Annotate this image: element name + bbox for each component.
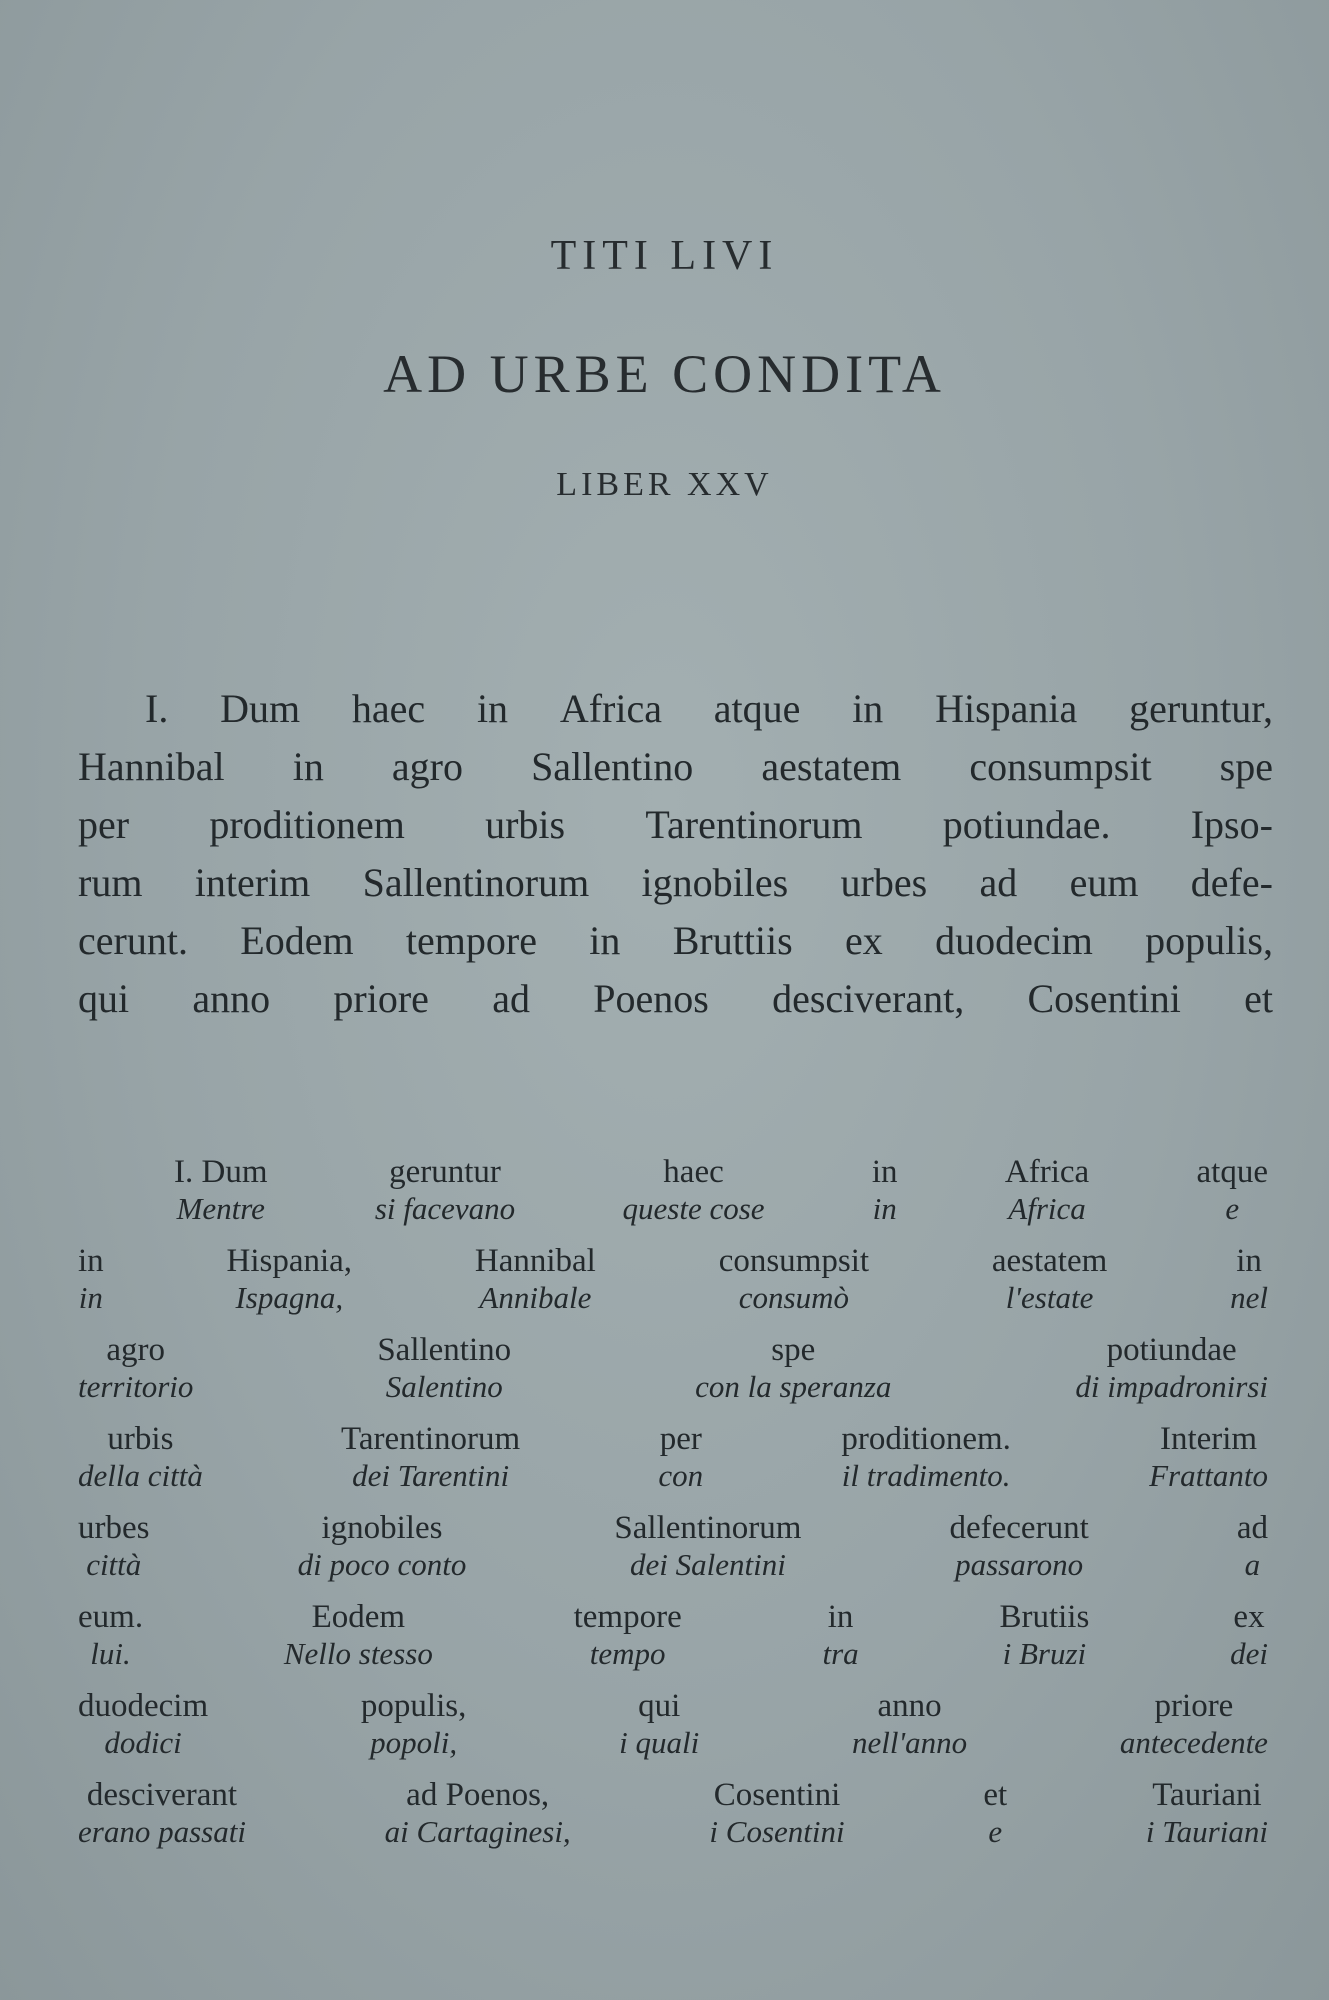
latin-word: potiundae. (942, 802, 1111, 847)
word-pair (614, 1509, 801, 1598)
italian-gloss: lui. (90, 1636, 131, 1671)
word-pair (841, 1420, 1011, 1509)
work-title: AD URBE CONDITA (383, 344, 946, 404)
latin-term: Brutiis (999, 1599, 1090, 1635)
word-pair (385, 1776, 571, 1865)
latin-word: qui (78, 976, 130, 1021)
latin-term: potiundae (1106, 1332, 1237, 1368)
latin-word: consumpsit (969, 744, 1152, 789)
latin-word: haec (351, 686, 426, 731)
italian-gloss: i quali (619, 1725, 700, 1760)
italian-gloss: di impadronirsi (1075, 1369, 1268, 1404)
latin-term: proditionem. (841, 1421, 1011, 1457)
latin-word: in (852, 686, 884, 731)
latin-word: Africa (559, 686, 662, 731)
latin-word: ex (845, 918, 883, 963)
latin-term: Hannibal (474, 1243, 596, 1279)
latin-word: spe (1219, 744, 1273, 789)
latin-word: ad (979, 860, 1018, 905)
author-heading: TITI LIVI (550, 233, 779, 279)
latin-term: eum. (78, 1599, 144, 1635)
word-pair (1146, 1776, 1268, 1865)
latin-term: atque (1196, 1154, 1268, 1190)
latin-term: qui (638, 1688, 681, 1724)
italian-gloss: di poco conto (297, 1547, 467, 1582)
latin-word: rum (78, 860, 143, 905)
interlinear-row (78, 1509, 1268, 1598)
italian-gloss: i Cosentini (709, 1814, 845, 1849)
latin-word: populis, (1145, 918, 1273, 963)
latin-line (78, 854, 1273, 912)
word-pair (78, 1331, 193, 1420)
latin-term: Eodem (311, 1599, 406, 1635)
italian-gloss: tra (822, 1636, 859, 1671)
latin-word: Bruttiis (672, 918, 793, 963)
word-pair (361, 1687, 466, 1776)
italian-gloss: dei (1230, 1636, 1268, 1671)
latin-term: Interim (1159, 1421, 1258, 1457)
italian-gloss: territorio (78, 1369, 194, 1404)
italian-gloss: nel (1230, 1280, 1268, 1315)
italian-gloss: in (872, 1191, 897, 1226)
latin-term: duodecim (78, 1688, 209, 1724)
word-pair (822, 1598, 858, 1687)
latin-word: urbes (840, 860, 928, 905)
latin-word: priore (333, 976, 429, 1021)
interlinear-row (78, 1687, 1268, 1776)
italian-gloss: i Tauriani (1145, 1814, 1268, 1849)
italian-gloss: dei Tarentini (352, 1458, 510, 1493)
latin-word: I. (145, 686, 169, 731)
word-pair (475, 1242, 596, 1331)
latin-word: Hispania (935, 686, 1078, 731)
word-pair (78, 1242, 104, 1331)
latin-term: anno (877, 1688, 942, 1724)
latin-word: in (476, 686, 509, 731)
latin-term: in (871, 1154, 898, 1190)
interlinear-row (78, 1776, 1268, 1865)
italian-gloss: dei Salentini (629, 1547, 786, 1582)
latin-word: Tarentinorum (645, 802, 863, 847)
latin-word: atque (713, 686, 801, 731)
latin-word: ignobiles (641, 860, 789, 905)
latin-word: Dum (220, 686, 301, 731)
italian-gloss: popoli, (370, 1725, 458, 1760)
interlinear-row (78, 1598, 1268, 1687)
latin-term: ad Poenos, (406, 1777, 550, 1813)
latin-term: per (659, 1421, 702, 1457)
word-pair (1005, 1153, 1089, 1242)
word-pair (78, 1509, 149, 1598)
word-pair (999, 1598, 1089, 1687)
interlinear-row (78, 1420, 1268, 1509)
latin-term: haec (663, 1154, 724, 1190)
interlinear-row (78, 1153, 1268, 1242)
word-pair (1120, 1687, 1268, 1776)
word-pair (852, 1687, 967, 1776)
italian-gloss: nell'anno (852, 1725, 968, 1760)
italian-gloss: Ispagna, (235, 1280, 344, 1315)
word-pair (1149, 1420, 1268, 1509)
latin-term: I. Dum (174, 1154, 268, 1190)
latin-term: in (1236, 1243, 1262, 1279)
latin-line (78, 738, 1273, 796)
latin-line (78, 912, 1273, 970)
italian-gloss: tempo (589, 1636, 666, 1671)
latin-term: desciverant (86, 1777, 238, 1813)
latin-word: in (292, 744, 324, 789)
italian-gloss: Salentino (385, 1369, 503, 1404)
italian-gloss: con la speranza (695, 1369, 892, 1404)
word-pair (227, 1242, 353, 1331)
latin-term: defecerunt (949, 1510, 1089, 1546)
latin-word: ad (492, 976, 530, 1021)
italian-gloss: Mentre (176, 1191, 265, 1226)
italian-gloss: si facevano (374, 1191, 516, 1226)
latin-word: geruntur, (1129, 686, 1273, 731)
italian-gloss: consumò (738, 1280, 849, 1315)
italian-gloss: il tradimento. (841, 1458, 1011, 1493)
word-pair (983, 1776, 1007, 1865)
italian-gloss: in (78, 1280, 103, 1315)
latin-word: Sallentino (531, 744, 694, 789)
latin-term: spe (771, 1332, 816, 1368)
latin-term: urbes (78, 1510, 150, 1546)
latin-word: interim (194, 860, 311, 905)
book-number: LIBER XXV (556, 466, 773, 503)
word-pair (78, 1776, 246, 1865)
latin-word: agro (391, 744, 463, 789)
latin-term: Cosentini (713, 1777, 841, 1813)
latin-line (78, 796, 1273, 854)
latin-word: per (78, 802, 130, 847)
latin-term: agro (106, 1332, 166, 1368)
word-pair (872, 1153, 898, 1242)
latin-word: anno (192, 976, 271, 1021)
word-pair (375, 1153, 515, 1242)
italian-gloss: antecedente (1119, 1725, 1268, 1760)
latin-word: Eodem (240, 918, 354, 963)
latin-word: urbis (485, 802, 566, 847)
word-pair (1075, 1331, 1268, 1420)
latin-line (78, 970, 1273, 1028)
word-pair (709, 1776, 844, 1865)
interlinear-translation (78, 1153, 1268, 1865)
latin-word: et (1244, 976, 1273, 1021)
latin-term: urbis (107, 1421, 174, 1457)
italian-gloss: e (1225, 1191, 1240, 1226)
word-pair (298, 1509, 467, 1598)
latin-word: Hannibal (78, 744, 225, 789)
latin-term: ignobiles (321, 1510, 443, 1546)
latin-term: priore (1154, 1688, 1234, 1724)
latin-term: aestatem (991, 1243, 1108, 1279)
word-pair (695, 1331, 891, 1420)
latin-word: aestatem (761, 744, 902, 789)
latin-term: Hispania, (226, 1243, 353, 1279)
italian-gloss: e (988, 1814, 1003, 1849)
latin-term: Tarentinorum (341, 1421, 521, 1457)
italian-gloss: Frattanto (1149, 1458, 1268, 1493)
latin-term: et (983, 1777, 1008, 1813)
word-pair (950, 1509, 1089, 1598)
word-pair (377, 1331, 511, 1420)
italian-gloss: Nello stesso (283, 1636, 433, 1671)
italian-gloss: con (658, 1458, 704, 1493)
word-pair (78, 1598, 143, 1687)
italian-gloss: dodici (104, 1725, 182, 1760)
word-pair (574, 1598, 682, 1687)
latin-word: defe- (1190, 860, 1273, 905)
italian-gloss: l'estate (1005, 1280, 1094, 1315)
latin-term: in (827, 1599, 854, 1635)
latin-term: consumpsit (718, 1243, 870, 1279)
latin-line (78, 680, 1273, 738)
word-pair (658, 1420, 703, 1509)
latin-word: tempore (405, 918, 537, 963)
latin-paragraph (78, 680, 1273, 1028)
latin-term: ex (1233, 1599, 1265, 1635)
italian-gloss: città (86, 1547, 142, 1582)
italian-gloss: queste cose (622, 1191, 765, 1226)
latin-word: duodecim (935, 918, 1093, 963)
italian-gloss: della città (78, 1458, 203, 1493)
latin-term: geruntur (389, 1154, 501, 1190)
word-pair (1230, 1598, 1268, 1687)
latin-term: ad (1236, 1510, 1268, 1546)
word-pair (992, 1242, 1107, 1331)
latin-word: desciverant, (772, 976, 965, 1021)
latin-term: Africa (1004, 1154, 1090, 1190)
italian-gloss: passarono (955, 1547, 1084, 1582)
italian-gloss: erano passati (78, 1814, 246, 1849)
word-pair (719, 1242, 869, 1331)
word-pair (78, 1687, 208, 1776)
latin-term: populis, (360, 1688, 467, 1724)
latin-word: in (589, 918, 621, 963)
latin-word: eum (1069, 860, 1139, 905)
word-pair (78, 1420, 203, 1509)
word-pair (1237, 1509, 1268, 1598)
latin-term: Sallentinorum (614, 1510, 802, 1546)
italian-gloss: i Bruzi (1002, 1636, 1087, 1671)
italian-gloss: ai Cartaginesi, (384, 1814, 571, 1849)
latin-word: proditionem (209, 802, 405, 847)
word-pair (174, 1153, 268, 1242)
word-pair (284, 1598, 433, 1687)
italian-gloss: Africa (1008, 1191, 1086, 1226)
latin-word: Ipso- (1190, 802, 1273, 847)
italian-gloss: Annibale (479, 1280, 592, 1315)
interlinear-row (78, 1242, 1268, 1331)
latin-term: in (78, 1243, 104, 1279)
latin-term: tempore (573, 1599, 682, 1635)
interlinear-row (78, 1331, 1268, 1420)
word-pair (1230, 1242, 1268, 1331)
latin-word: Poenos (593, 976, 709, 1021)
word-pair (1197, 1153, 1268, 1242)
word-pair (623, 1153, 765, 1242)
latin-term: Tauriani (1152, 1777, 1262, 1813)
word-pair (341, 1420, 520, 1509)
latin-term: Sallentino (377, 1332, 512, 1368)
latin-word: Sallentinorum (362, 860, 590, 905)
latin-word: Cosentini (1027, 976, 1181, 1021)
latin-word: cerunt. (78, 918, 188, 963)
word-pair (619, 1687, 699, 1776)
italian-gloss: a (1244, 1547, 1261, 1582)
